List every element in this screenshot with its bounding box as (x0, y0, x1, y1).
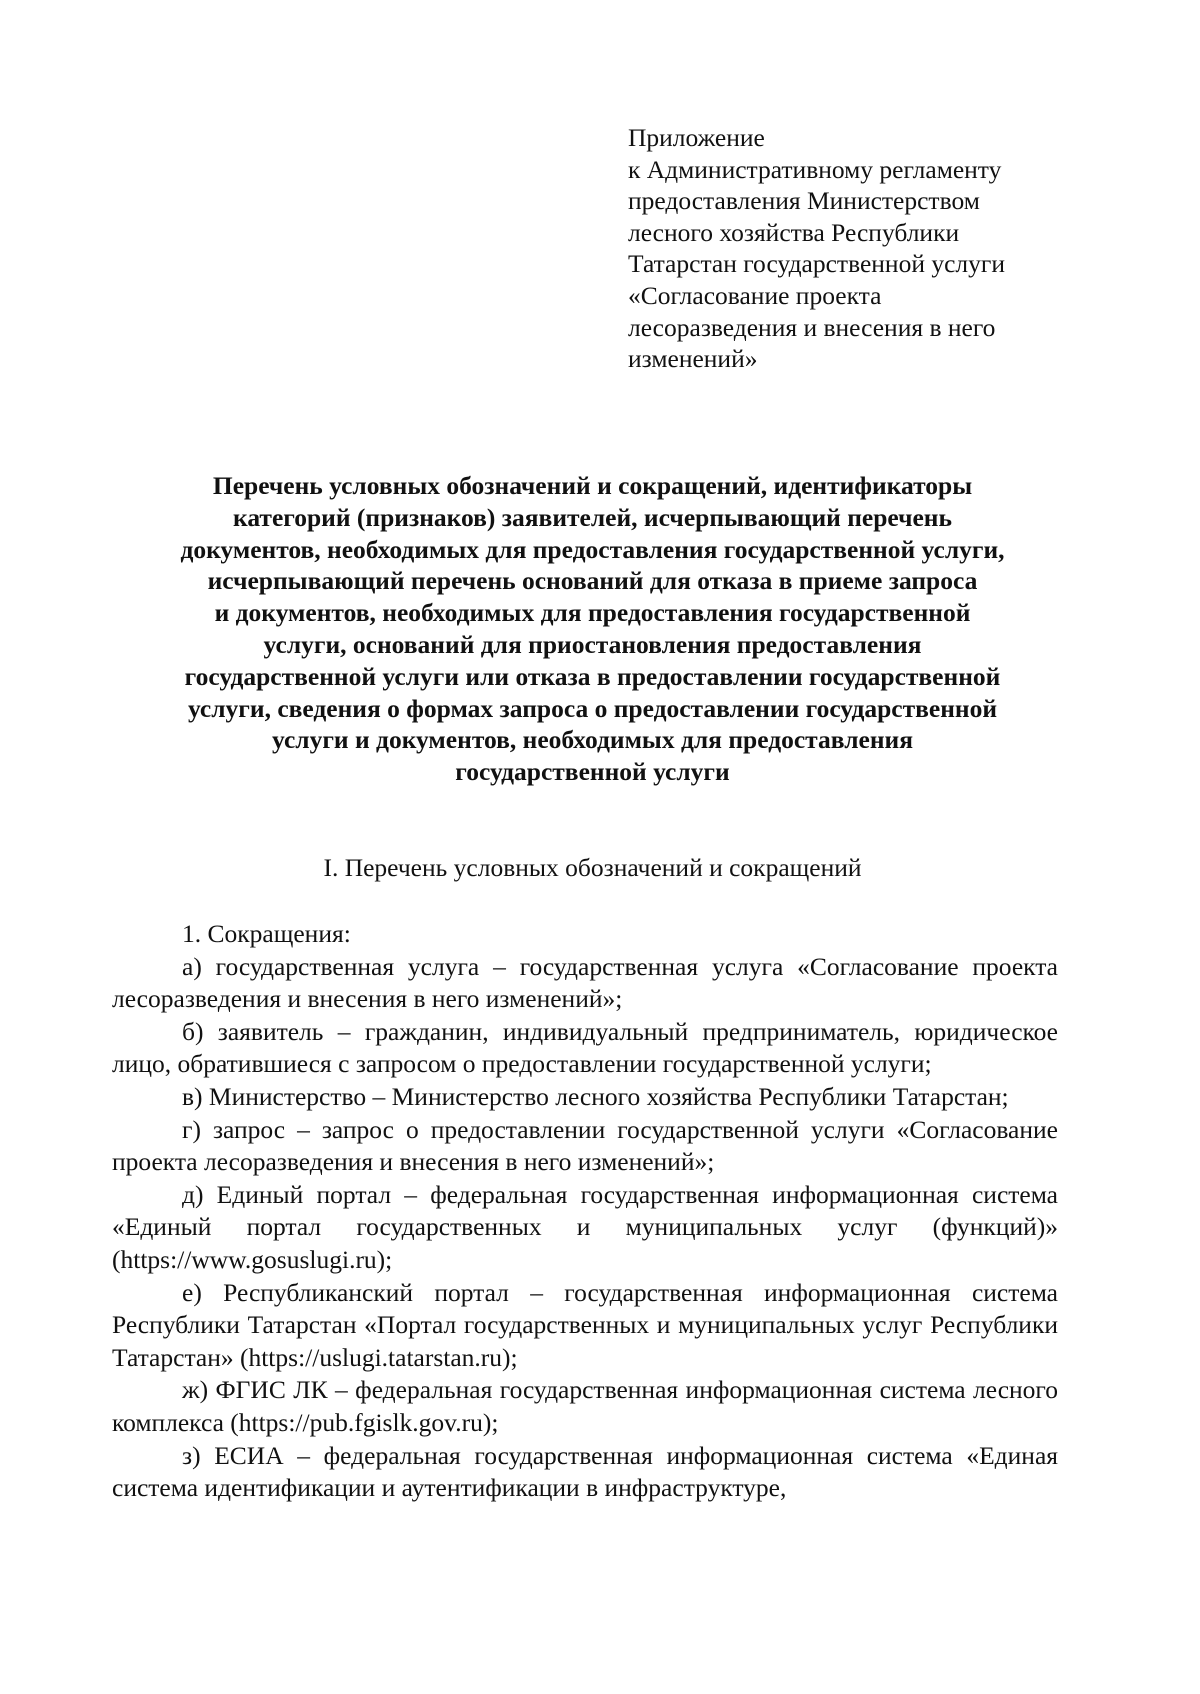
title-line: государственной услуги (455, 757, 730, 787)
title-line: государственной услуги или отказа в предоставлении государственной (184, 661, 1001, 691)
section-body (112, 918, 1058, 1505)
appendix-line: Татарстан государственной услуги (628, 249, 1005, 279)
abbreviation-item: д) Единый портал – федеральная государственная информационная система «Единый портал государственных и муниципальных услуг (функций)» (https://www.gosuslugi.ru); (112, 1179, 1058, 1274)
appendix-line: к Административному регламенту (628, 154, 1002, 184)
appendix-line: «Согласование проекта (628, 280, 882, 310)
appendix-line: изменений» (628, 344, 758, 374)
appendix-line: предоставления Министерством (628, 186, 980, 216)
appendix-header (628, 122, 1098, 375)
title-line: услуги и документов, необходимых для предоставления (271, 725, 913, 755)
abbreviation-item: в) Министерство – Министерство лесного хозяйства Республики Татарстан; (182, 1081, 1009, 1111)
title-line: услуги, сведения о формах запроса о предоставлении государственной (187, 693, 998, 723)
abbreviations-lead: 1. Сокращения: (182, 919, 351, 948)
section-heading: I. Перечень условных обозначений и сокращений (323, 853, 862, 882)
title-line: исчерпывающий перечень оснований для отказа в приеме запроса (207, 566, 978, 596)
title-line: услуги, оснований для приостановления предоставления (263, 629, 922, 659)
appendix-line: Приложение (628, 123, 765, 152)
title-line: документов, необходимых для предоставления государственной услуги, (180, 534, 1005, 564)
title-line: категорий (признаков) заявителей, исчерпывающий перечень (233, 502, 952, 532)
abbreviation-item: б) заявитель – гражданин, индивидуальный предприниматель, юридическое лицо, обратившиеся с запросом о предоставлении государственной услуги; (112, 1016, 1058, 1079)
abbreviation-item: е) Республиканский портал – государственная информационная система Республики Татарстан «Портал государственных и муниципальных услуг Республики Татарстан» (https://uslugi.tatarstan.ru); (112, 1277, 1058, 1372)
appendix-line: лесоразведения и внесения в него (628, 312, 996, 342)
abbreviation-item: з) ЕСИА – федеральная государственная информационная система «Единая система идентификации и аутентификации в инфраструктуре, (112, 1440, 1058, 1503)
abbreviation-item: ж) ФГИС ЛК – федеральная государственная информационная система лесного комплекса (https://pub.fgislk.gov.ru); (112, 1375, 1058, 1437)
appendix-line: лесного хозяйства Республики (628, 217, 960, 247)
title-line: и документов, необходимых для предоставления государственной (214, 598, 971, 628)
abbreviation-item: а) государственная услуга – государственная услуга «Согласование проекта лесоразведения и внесения в него изменений»; (112, 951, 1058, 1014)
document-title (100, 470, 1085, 788)
abbreviation-item: г) запрос – запрос о предоставлении государственной услуги «Согласование проекта лесоразведения и внесения в него изменений»; (112, 1114, 1058, 1177)
title-line: Перечень условных обозначений и сокращений, идентификаторы (212, 471, 973, 500)
